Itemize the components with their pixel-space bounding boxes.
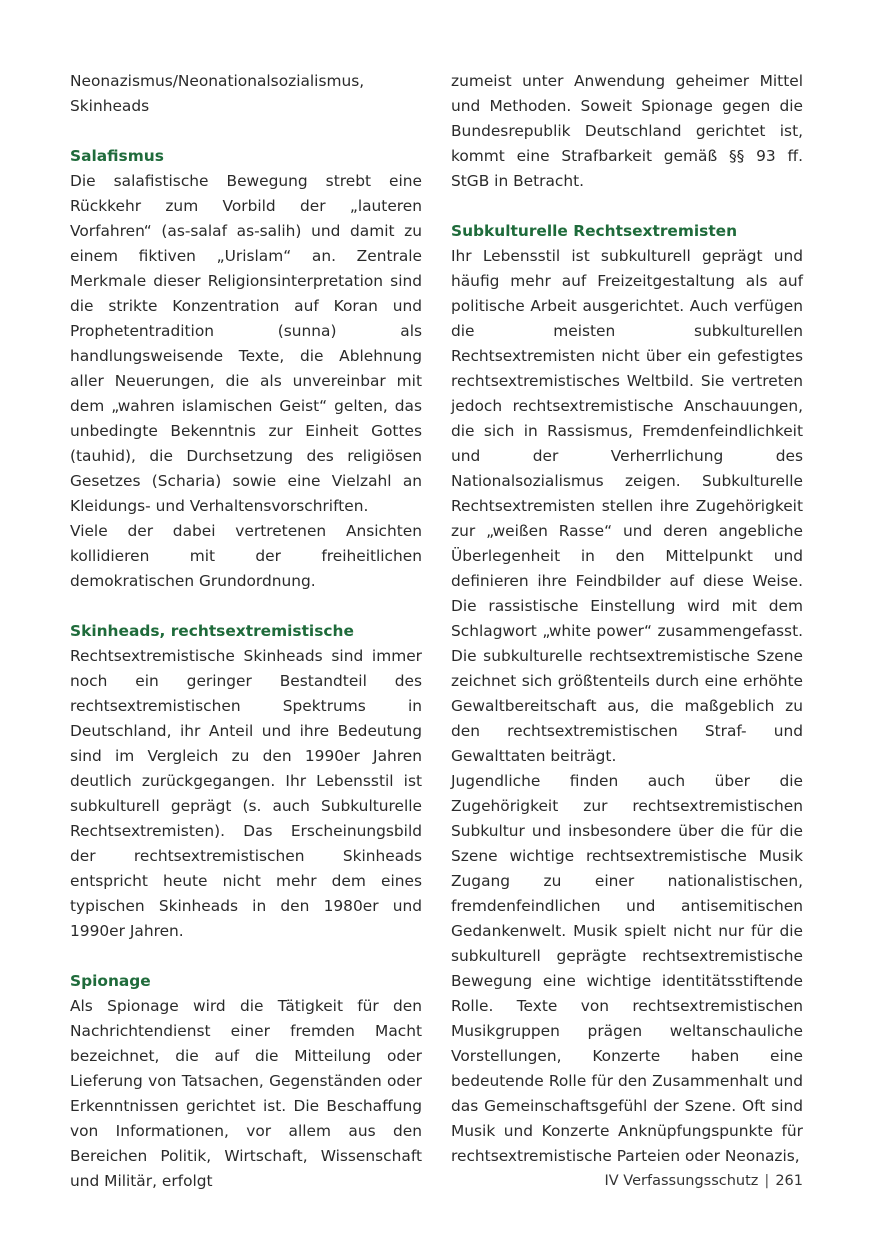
spionage-paragraph: Als Spionage wird die Tätigkeit für den Nachrichtendienst einer fremden Macht bezeichnet, die auf die Mitteilung oder Lieferung von Tatsachen, Gegenständen oder Erkenntnissen gerichtet ist. Die Beschaffung von Informationen, vor allem aus den Bereichen Politik, Wirtschaft, Wissenschaft und Militär, erfolgt <box>70 997 422 1190</box>
heading-skinheads: Skinheads, rechtsextremistische <box>70 622 354 640</box>
page-number: 261 <box>775 1173 803 1189</box>
heading-spionage: Spionage <box>70 972 151 990</box>
subkulturelle-paragraph-1: Ihr Lebensstil ist subkulturell geprägt und häufig mehr auf Freizeitgestaltung als auf politische Arbeit ausgerichtet. Auch verfügen die meisten subkulturellen Rechtsextremisten nicht über ein gefestigtes rechtsextremistisches Weltbild. Sie vertreten jedoch rechtsextremistische Anschauungen, die sich in Rassismus, Fremdenfeindlichkeit und der Verherrlichung des Nationalsozialismus zeigen. Subkulturelle Rechtsextremisten stellen ihre Zugehörigkeit zur „weißen Rasse“ und deren angebliche Überlegenheit in den Mittelpunkt und definieren ihre Feindbilder auf diese Weise. Die rassistische Einstellung wird mit dem Schlagwort „white power“ zusammengefasst. Die subkulturelle rechtsextremistische Szene zeichnet sich größtenteils durch eine erhöhte Gewaltbereitschaft aus, die maßgeblich zu den rechtsextremistischen Straf- und Gewalttaten beiträgt. <box>451 247 803 765</box>
heading-subkulturelle-rechtsextremisten: Subkulturelle Rechtsextremisten <box>451 222 738 240</box>
page-footer <box>605 1170 804 1192</box>
skinheads-paragraph: Rechtsextremistische Skinheads sind immer noch ein geringer Bestandteil des rechtsextremistischen Spektrums in Deutschland, ihr Anteil und ihre Bedeutung sind im Vergleich zu den 1990er Jahren deutlich zurückgegangen. Ihr Lebensstil ist subkulturell geprägt (s. auch Subkulturelle Rechtsextremisten). Das Erscheinungsbild der rechtsextremistischen Skinheads entspricht heute nicht mehr dem eines typischen Skinheads in den 1980er und 1990er Jahren. <box>70 647 422 940</box>
heading-salafismus: Salafismus <box>70 147 164 165</box>
footer-separator: | <box>764 1173 770 1189</box>
right-column <box>451 69 803 1169</box>
spionage-continued-paragraph: zumeist unter Anwendung geheimer Mittel und Methoden. Soweit Spionage gegen die Bundesrepublik Deutschland gerichtet ist, kommt eine Strafbarkeit gemäß §§ 93 ff. StGB in Betracht. <box>451 72 803 190</box>
footer-section-title: IV Verfassungsschutz <box>604 1173 759 1189</box>
salafismus-paragraph-2: Viele der dabei vertretenen Ansichten kollidieren mit der freiheitlichen demokratischen Grundordnung. <box>70 522 422 590</box>
intro-text: Neonazismus/Neonationalsozialismus, Skinheads <box>70 72 365 115</box>
left-column <box>70 69 422 1194</box>
salafismus-paragraph-1: Die salafistische Bewegung strebt eine Rückkehr zum Vorbild der „lauteren Vorfahren“ (as-salaf as-salih) und damit zu einem fiktiven „Urislam“ an. Zentrale Merkmale dieser Religionsinterpretation sind die strikte Konzentration auf Koran und Prophetentradition (sunna) als handlungsweisende Texte, die Ablehnung aller Neuerungen, die als unvereinbar mit dem „wahren islamischen Geist“ gelten, das unbedingte Bekenntnis zur Einheit Gottes (tauhid), die Durchsetzung des religiösen Gesetzes (Scharia) sowie eine Vielzahl an Kleidungs- und Verhaltensvorschriften. <box>70 172 422 515</box>
subkulturelle-paragraph-2: Jugendliche finden auch über die Zugehörigkeit zur rechtsextremistischen Subkultur und insbesondere über die für die Szene wichtige rechtsextremistische Musik Zugang zu einer nationalistischen, fremdenfeindlichen und antisemitischen Gedankenwelt. Musik spielt nicht nur für die subkulturell geprägte rechtsextremistische Bewegung eine wichtige identitätsstiftende Rolle. Texte von rechtsextremistischen Musikgruppen prägen weltanschauliche Vorstellungen, Konzerte haben eine bedeutende Rolle für den Zusammenhalt und das Gemeinschaftsgefühl der Szene. Oft sind Musik und Konzerte Anknüpfungspunkte für rechtsextremistische Parteien oder Neonazis, <box>451 772 803 1165</box>
